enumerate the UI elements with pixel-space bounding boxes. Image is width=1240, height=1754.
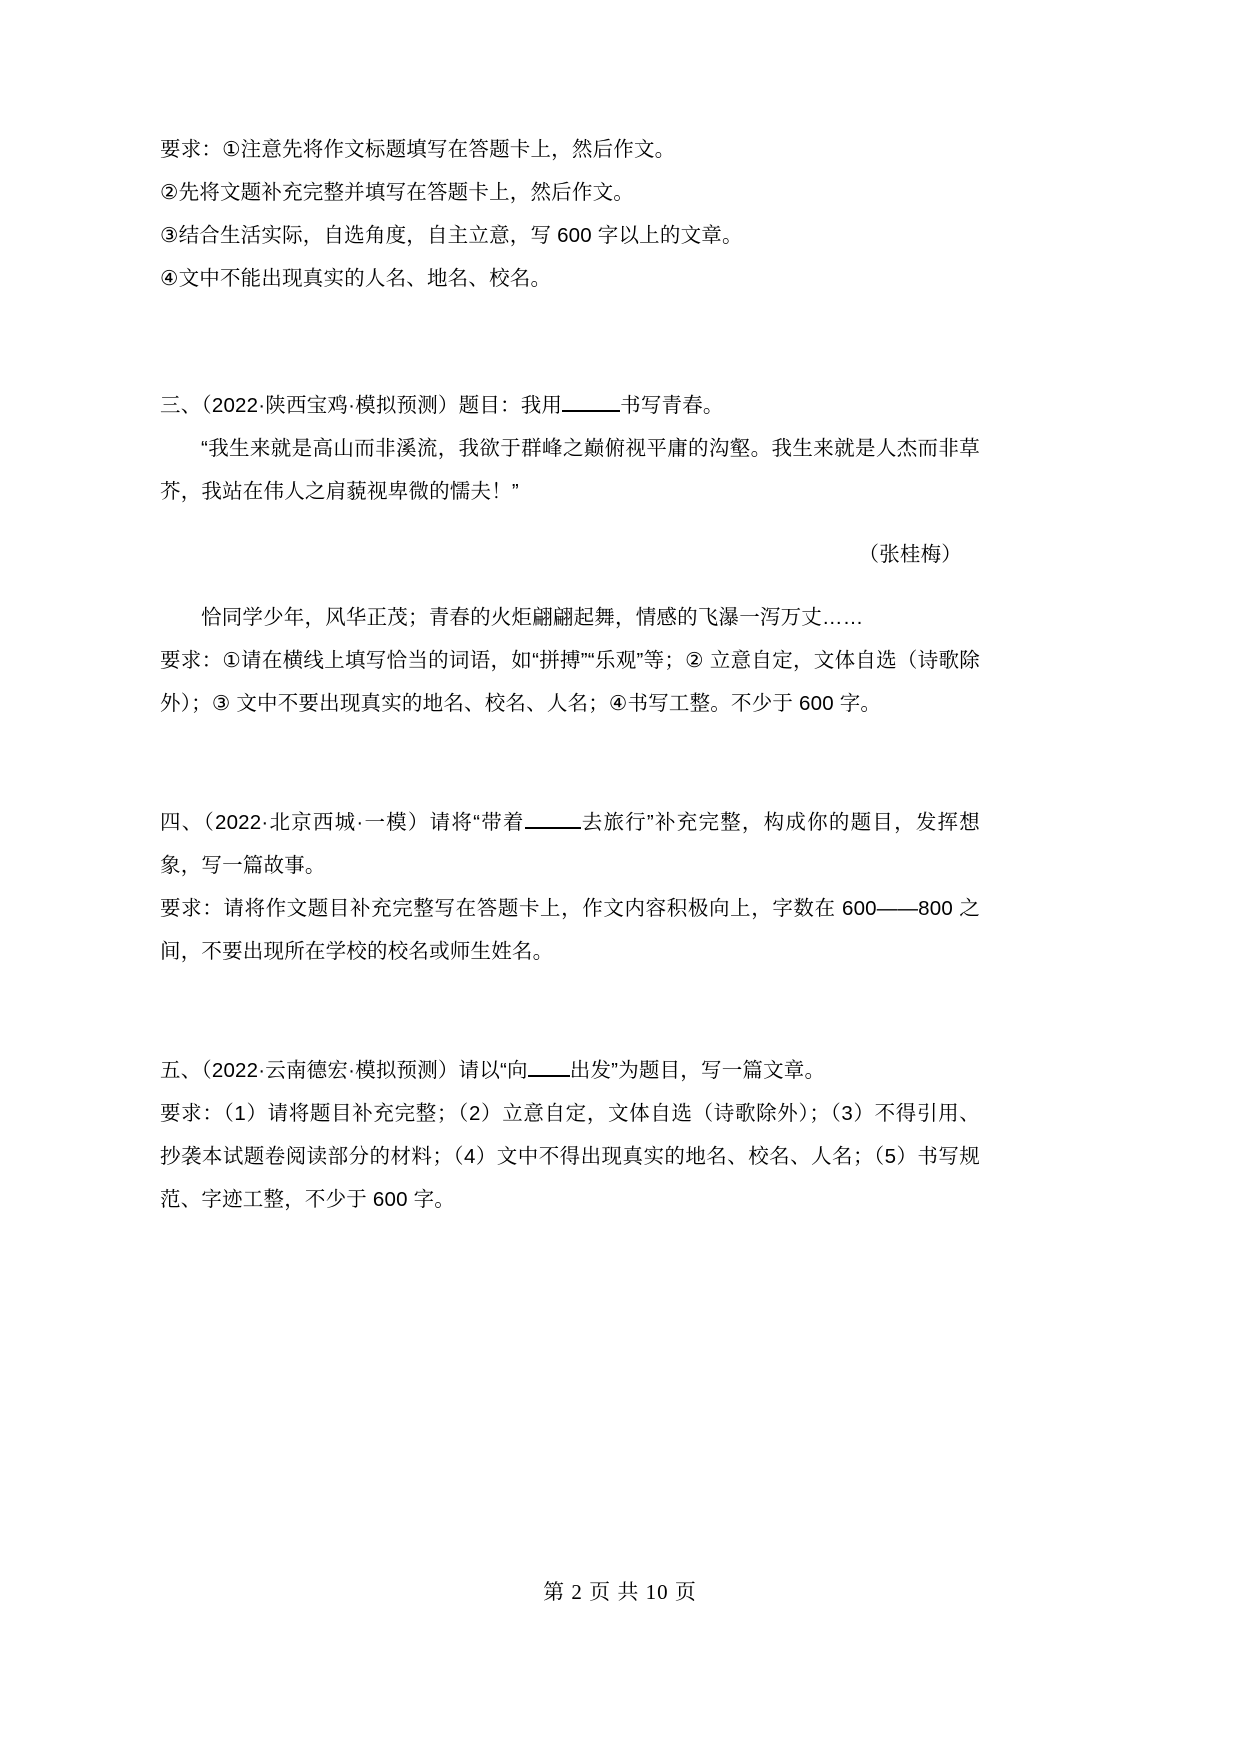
section-five-requirements: 要求：（1）请将题目补充完整；（2）立意自定，文体自选（诗歌除外）；（3）不得引用、抄袭本试题卷阅读部分的材料；（4）文中不得出现真实的地名、校名、人名；（5）书写规范、字迹工整，不少于 600 字。 — [160, 1102, 980, 1211]
section-four-requirements: 要求：请将作文题目补充完整写在答题卡上，作文内容积极向上，字数在 600——800 之间，不要出现所在学校的校名或师生姓名。 — [160, 897, 980, 963]
spacer — [160, 973, 980, 1049]
spacer — [160, 300, 980, 384]
section-three-number: 三、 — [160, 394, 202, 417]
requirements-top-line-2: ②先将文题补充完整并填写在答题卡上，然后作文。 — [160, 181, 634, 204]
section-five-source: （2022·云南德宏·模拟预测） — [201, 1059, 459, 1082]
requirements-top-line-1: 要求：①注意先将作文标题填写在答题卡上，然后作文。 — [160, 138, 676, 161]
section-three-source: （2022·陕西宝鸡·模拟预测） — [201, 394, 459, 417]
section-three-prompt-after: 书写青春。 — [620, 394, 724, 417]
section-four-prompt-before: 请将“带着 — [429, 811, 525, 834]
document-body — [160, 128, 980, 1221]
section-five-prompt-before: 请以“向 — [458, 1059, 528, 1082]
requirements-top-line-4: ④文中不能出现真实的人名、地名、校名。 — [160, 267, 552, 290]
section-four-prompt-after: 去旅行”补充完整，构成你的题目，发挥想象，写一篇故事。 — [160, 811, 980, 877]
fill-in-blank — [528, 1075, 570, 1077]
spacer — [160, 513, 980, 533]
fill-in-blank — [562, 410, 620, 412]
section-three-prompt-before: 题目：我用 — [458, 394, 563, 417]
requirements-top-line-3: ③结合生活实际，自选角度，自主立意，写 600 字以上的文章。 — [160, 224, 743, 247]
section-five-number: 五、 — [160, 1059, 202, 1082]
section-three-heading — [160, 384, 980, 427]
section-three-lead: 恰同学少年，风华正茂；青春的火炬翩翩起舞，情感的飞瀑一泻万丈…… — [201, 606, 864, 629]
fill-in-blank — [525, 827, 581, 829]
section-five-prompt-after: 出发”为题目，写一篇文章。 — [569, 1059, 826, 1082]
section-three-attribution: （张桂梅） — [858, 543, 962, 566]
spacer — [160, 725, 980, 801]
section-three-requirements: 要求：①请在横线上填写恰当的词语，如“拼搏”“乐观”等；② 立意自定，文体自选（诗歌除外）；③ 文中不要出现真实的地名、校名、人名；④书写工整。不少于 600 字。 — [160, 649, 980, 715]
section-three-quote: “我生来就是高山而非溪流，我欲于群峰之巅俯视平庸的沟壑。我生来就是人杰而非草芥，我站在伟人之肩藐视卑微的懦夫！” — [160, 437, 980, 503]
section-four-number: 四、 — [160, 811, 204, 834]
section-five-heading — [160, 1049, 980, 1092]
section-four-source: （2022·北京西城·一模） — [203, 811, 430, 834]
spacer — [160, 576, 980, 596]
page-footer: 第 2 页 共 10 页 — [543, 1580, 697, 1604]
section-four-heading — [160, 801, 980, 887]
